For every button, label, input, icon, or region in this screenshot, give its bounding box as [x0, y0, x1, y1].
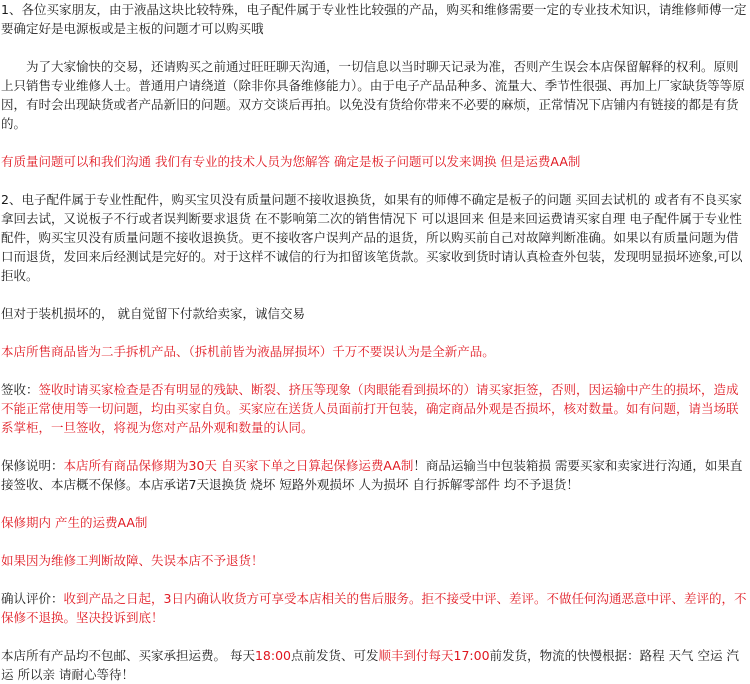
- paragraph-warranty-shipping: 保修期内 产生的运费AA制: [1, 515, 148, 530]
- spacer: [0, 437, 750, 456]
- shipping-text-d: 前发货，物流的快慢根据：路程 天气 空运 汽运 所以亲 请耐心等待！: [1, 648, 739, 682]
- review-body: 收到产品之日起，3日内确认收货方可享受本店相关的售后服务。拒不接受中评、差评。不做任何沟通恶意中评、差评的，不保修不退换。坚决投诉到底！: [1, 591, 747, 625]
- shipping-text-a: 本店所有产品均不包邮、买家承担运费。 每天: [1, 648, 255, 663]
- spacer: [0, 133, 750, 152]
- shipping-text-b: 点前发货、可发: [291, 648, 379, 663]
- paragraph-warranty: [0, 456, 750, 494]
- paragraph-signing: [0, 380, 750, 437]
- paragraph-quality-exchange: 有质量问题可以和我们沟通 我们有专业的技术人员为您解答 确定是板子问题可以发来调换 但是运费AA制: [1, 154, 581, 169]
- review-label: 确认评价：: [1, 591, 64, 606]
- shipping-time: 18:00: [254, 648, 292, 663]
- paragraph-shipping: [0, 646, 750, 684]
- paragraph-second-hand-notice: 本店所售商品皆为二手拆机产品、（拆机前皆为液晶屏损坏）千万不要误认为是全新产品。: [1, 344, 495, 359]
- spacer: [0, 570, 750, 589]
- spacer: [0, 285, 750, 304]
- warranty-rest: ！商品运输当中包装箱损 需要买家和卖家进行沟通，如果直接签收、本店概不保修。本店承诺7天退换货 烧坏 短路外观损坏 人为损坏 自行拆解零部件 均不予退货！: [1, 458, 743, 492]
- spacer: [0, 171, 750, 190]
- spacer: [0, 361, 750, 380]
- paragraph-return-policy: 2、电子配件属于专业性配件，购买宝贝没有质量问题不接收退换货，如果有的师傅不确定是板子的问题 买回去试机的 或者有不良买家拿回去试，又说板子不行或者误判断要求退货 在不影响第二次的销售情况下 可以退回来 但是来回运费请买家自理 电子配件属于专业性配件，购买宝贝没有质量问题不接收退换货。更不接收客户误判产品的退货，所以购买前自己对故障判断准确。如果以有质量问题为借口而退货，发回来后经测试是完好的。对于这样不诚信的行为扣留该笔货款。买家收到货时请认真检查外包装，发现明显损坏迹象,可以拒收。: [1, 192, 743, 283]
- paragraph-intro-notice: 1、各位买家朋友，由于液晶这块比较特殊，电子配件属于专业性比较强的产品，购买和维修需要一定的专业技术知识，请维修师傅一定要确定好是电源板或是主板的问题才可以购买哦: [1, 2, 747, 36]
- spacer: [0, 323, 750, 342]
- spacer: [0, 532, 750, 551]
- signing-label: 签收：: [1, 382, 39, 397]
- spacer: [0, 627, 750, 646]
- spacer: [0, 38, 750, 57]
- paragraph-misjudge-notice: 如果因为维修工判断故障、失误本店不予退货！: [1, 553, 264, 568]
- paragraph-install-damage: 但对于装机损坏的， 就自觉留下付款给卖家，诚信交易: [1, 306, 305, 321]
- warranty-label: 保修说明：: [1, 458, 64, 473]
- spacer: [0, 494, 750, 513]
- paragraph-communication-policy: 为了大家愉快的交易，还请购买之前通过旺旺聊天沟通，一切信息以当时聊天记录为准，否则产生误会本店保留解释的权利。原则上只销售专业维修人士。普通用户请绕道（除非你具备维修能力）。由于电子产品品种多、流量大、季节性很强、再加上厂家缺货等等原因，有时会出现缺货或者产品新旧的问题。双方交谈后再拍。以免没有货给你带来不必要的麻烦，正常情况下店铺内有链接的都是有货的。: [1, 59, 745, 131]
- signing-body: 签收时请买家检查是否有明显的残缺、断裂、挤压等现象（肉眼能看到损坏的）请买家拒签，否则，因运输中产生的损坏，造成不能正常使用等一切问题，均由买家自负。买家应在送货人员面前打开包装，确定商品外观是否损坏，核对数量。如有问题，请当场联系掌柜，一旦签收，将视为您对产品外观和数量的认同。: [1, 382, 739, 435]
- warranty-period: 本店所有商品保修期为30天 自买家下单之日算起保修运费AA制: [63, 458, 414, 473]
- shipping-sf-express: 顺丰到付每天17:00: [378, 648, 490, 663]
- paragraph-review-policy: [0, 589, 750, 627]
